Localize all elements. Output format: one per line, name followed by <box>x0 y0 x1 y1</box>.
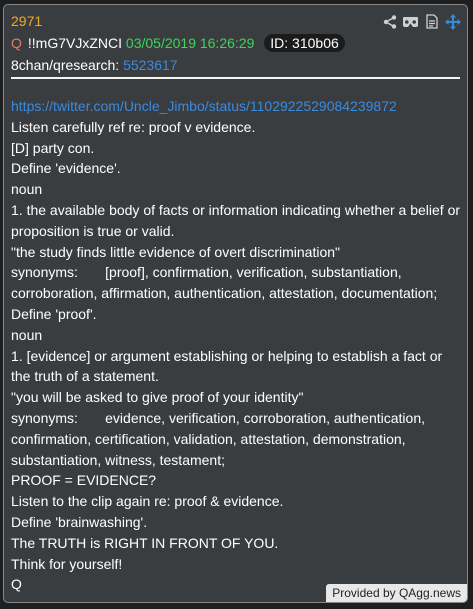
body-line: synonyms: evidence, verification, corroboration, authentication, confirmation, certification, validation, attestation, demonstration, substantiation, witness, testament; <box>11 409 429 468</box>
body-line: 1. [evidence] or argument establishing or helping to establish a fact or the truth of a statement. <box>11 347 447 385</box>
post-card <box>3 4 468 603</box>
body-line: "you will be asked to give proof of your identity" <box>11 389 304 406</box>
post-timestamp: 03/05/2019 16:26:29 <box>125 35 255 51</box>
tripcode: !!mG7VJxZNCI <box>27 35 123 51</box>
board-line <box>11 57 178 73</box>
move-arrows-icon[interactable] <box>444 13 461 30</box>
poster-id-badge: ID: 310b06 <box>264 34 345 52</box>
body-line: "the study finds little evidence of overt discrimination" <box>11 243 340 260</box>
body-line: 1. the available body of facts or information indicating whether a belief or proposition is true or valid. <box>11 201 464 239</box>
body-line: synonyms: [proof], confirmation, verification, substantiation, corroboration, affirmation, authentication, attestation, documentation; <box>11 264 438 302</box>
body-line: noun <box>11 326 43 343</box>
q-icon: Q <box>11 35 22 51</box>
post-header <box>11 35 345 51</box>
body-line: Q <box>11 576 22 593</box>
body-line: PROOF = EVIDENCE? <box>11 472 157 489</box>
header-divider <box>11 77 460 79</box>
tweet-link[interactable]: https://twitter.com/Uncle_Jimbo/status/1102922529084239872 <box>11 98 397 114</box>
body-line: Define 'proof'. <box>11 305 97 322</box>
post-counter: 2971 <box>11 13 43 29</box>
body-line: Think for yourself! <box>11 555 123 572</box>
vr-glasses-icon[interactable] <box>402 13 419 30</box>
body-line: Listen carefully ref re: proof v evidence. <box>11 118 256 135</box>
body-line: noun <box>11 181 43 198</box>
body-line: Listen to the clip again re: proof & evidence. <box>11 493 284 510</box>
post-actions <box>381 13 461 30</box>
post-body <box>11 96 463 595</box>
provider-badge[interactable]: Provided by QAgg.news <box>326 584 467 602</box>
board-name: 8chan/qresearch: <box>11 57 120 73</box>
body-line: The TRUTH is RIGHT IN FRONT OF YOU. <box>11 534 279 551</box>
body-line: Define 'brainwashing'. <box>11 513 148 530</box>
post-number-link[interactable]: 5523617 <box>123 57 178 73</box>
body-line: [D] party con. <box>11 139 95 156</box>
share-icon[interactable] <box>381 13 398 30</box>
body-line: Define 'evidence'. <box>11 160 121 177</box>
document-icon[interactable] <box>423 13 440 30</box>
